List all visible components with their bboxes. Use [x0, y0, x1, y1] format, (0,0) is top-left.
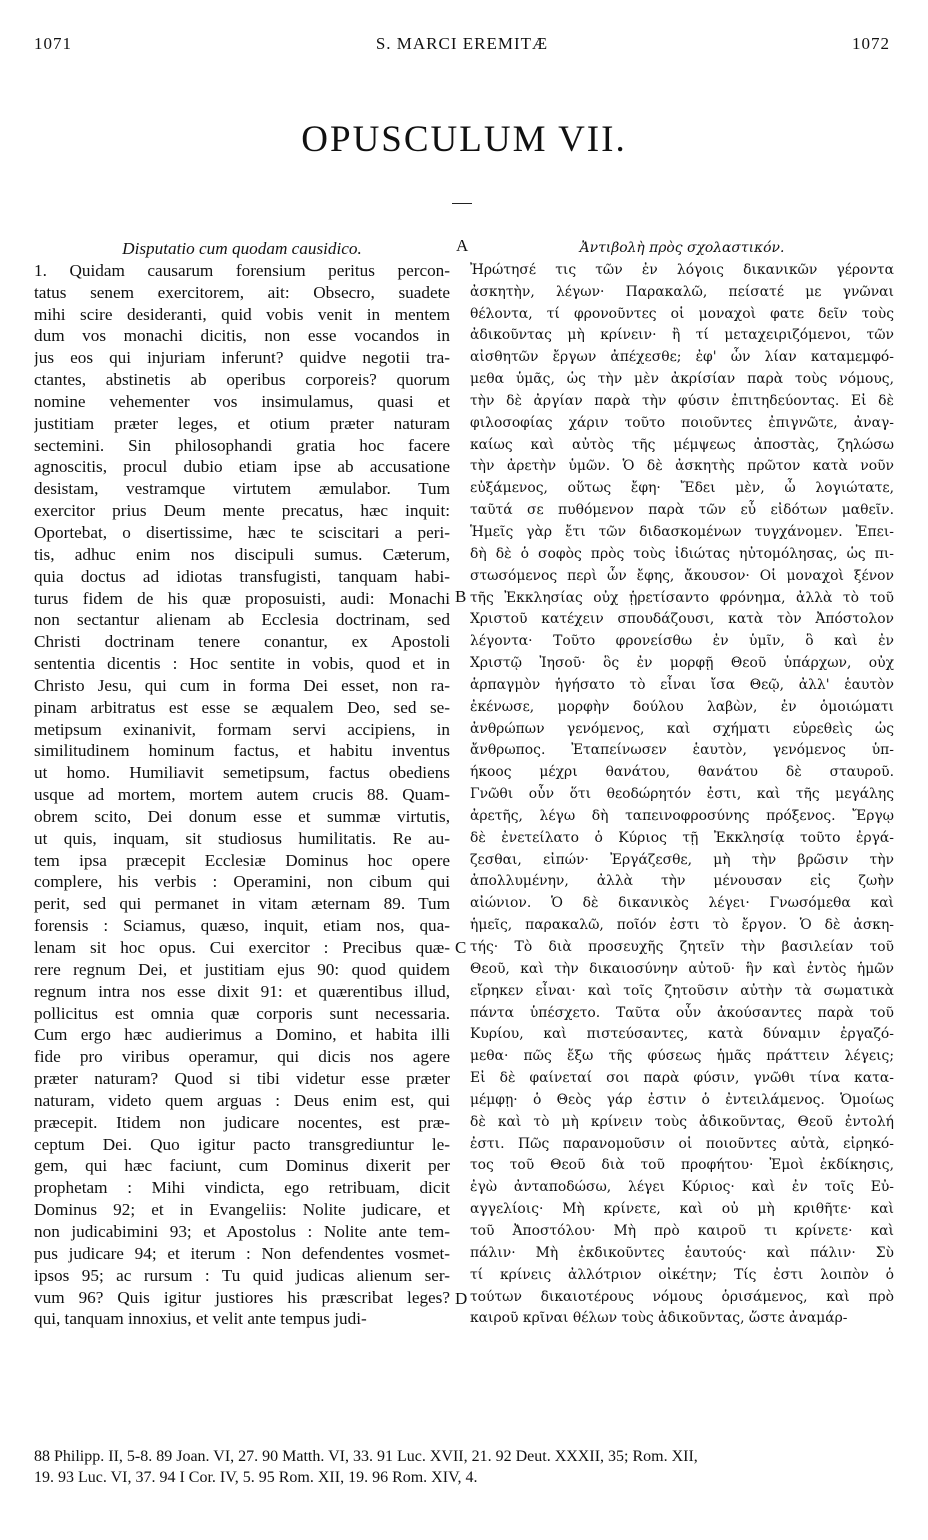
text-line: δὲ καὶ τὸ μὴ κρίνειν τοὺς ἀδικοῦντας, Θεοῦ ἐντολή [470, 1113, 894, 1130]
text-line: Oportebat, o disertissime, hæc te sciscitari a peri- [34, 522, 450, 542]
text-line: sententia dicentis : Hoc sentite in vobis, quod et in [34, 654, 450, 674]
running-header [34, 34, 890, 58]
text-line: αἰσθητῶν ἔργων ἀπέχεσθε; ἐφ' ὧν λίαν καταμεμφό- [470, 349, 894, 366]
text-line: ctantes, abstinetis ab operibus corporeis? quorum [34, 370, 450, 390]
left-page-number: 1071 [34, 34, 72, 53]
text-line: θέλοντα, τί φρονοῦντες οἱ μοναχοὶ φατε δεῖν τοὺς [470, 305, 894, 322]
section-heading: Ἀντιβολὴ πρὸς σχολαστικόν. [579, 240, 785, 256]
text-line: usque ad mortem, mortem autem crucis 88. Quam- [34, 785, 450, 805]
text-line: pus judicare 94; et iterum : Non defendentes vosmet- [34, 1243, 450, 1263]
text-line: justitiam præter leges, et otium præter naturam [34, 413, 450, 433]
text-line: lenam sit hoc opus. Cui exercitor : Precibus quæ- [34, 938, 450, 957]
text-line: εὐξάμενος, οὕτως ἔφη· Ἔδει μὲν, ὦ λογιώτατε, [470, 480, 894, 497]
text-line: metipsum exinanivit, formam servi accipiens, in [34, 719, 450, 739]
text-line: obrem scito, Dei donum esse et summæ virtutis, [34, 806, 450, 826]
text-line: εἴρηκεν εἶναι· καὶ τοῖς ζητοῦσιν αὐτὴν τὰ σωματικὰ [470, 982, 894, 999]
footnote-line: 88 Philipp. II, 5-8. 89 Joan. VI, 27. 90 Matth. VI, 33. 91 Luc. XVII, 21. 92 Deut. XXXII, 35; Rom. XII, [34, 1448, 698, 1465]
text-line: Χριστοῦ κατέχειν σπουδάζουσι, κατὰ τὸν Ἀπόστολον [470, 611, 894, 628]
text-line: forensis : Sciamus, quæso, inquit, etiam nos, qua- [34, 916, 450, 936]
text-line: Εἰ δὲ φαίνεταί σοι παρὰ φύσιν, γνῶθι τίνα κατα- [470, 1070, 894, 1087]
text-line: Christi doctrinam tenere conantur, ex Apostoli [34, 632, 450, 652]
text-line: perit, sed qui permanet in vitam æternam 89. Tum [34, 894, 450, 914]
text-line: dum vos monachi dicitis, non esse vocandos in [34, 326, 450, 346]
latin-column [34, 238, 450, 1330]
text-line: ἀνθρώπων γενόμενος, καὶ σχήματι εὑρεθεὶς ὡς [470, 720, 894, 737]
text-line: ipsos 95; ac rursum : Tu quid judicas alienum ser- [34, 1265, 450, 1285]
text-line: ἀσκητὴν, λέγων· Παρακαλῶ, πείσατέ με γνῶναι [470, 283, 894, 300]
right-page-number: 1072 [852, 34, 890, 53]
text-line: non sectantur alienam ab Ecclesia doctrinam, sed [34, 610, 450, 630]
section-marker-c: C [455, 938, 467, 957]
page-title: OPUSCULUM VII. [301, 119, 627, 160]
text-line: Θεοῦ, καὶ τὴν δικαιοσύνην αὐτοῦ· ἣν καὶ ἐντὸς ἡμῶν [470, 960, 894, 977]
text-line: Χριστῷ Ἰησοῦ· ὃς ἐν μορφῇ Θεοῦ ὑπάρχων, οὐχ [470, 655, 894, 672]
footnotes [34, 1446, 890, 1488]
text-line: μέμφῃ· ὁ Θεὸς γάρ ἐστιν ὁ ἐντειλάμενος. Ὁμοίως [470, 1091, 894, 1108]
text-line: sectemini. Sin philosophandi gratia hoc facere [34, 435, 450, 455]
text-line: τὴν ἀρετὴν ὑμῶν. Ὁ δὲ ἀσκητὴς πρῶτον κατὰ νοῦν [470, 458, 894, 475]
text-line: τής· Τὸ διὰ προσευχῆς ζητεῖν τὴν βασιλείαν τοῦ [470, 939, 894, 955]
text-line: Cum ergo hæc audierimus a Domino, et habita illi [34, 1025, 450, 1045]
text-line: qui, tanquam innoxius, et velit ante tempus judi- [34, 1309, 367, 1329]
text-line: 1. Quidam causarum forensium peritus percon- [34, 260, 450, 280]
text-line: ἡμεῖς, παρακαλῶ, ποῖόν ἐστι τὸ ἔργον. Ὁ δὲ ἀσκη- [470, 917, 894, 934]
text-line: nomine vehementer vos insimulamus, quasi et [34, 391, 450, 411]
text-line: δὲ ἐνετείλατο ὁ Κύριος τῇ Ἐκκλησίᾳ τοῦτο ἐργά- [470, 829, 894, 846]
text-line: Ἠρώτησέ τις τῶν ἐν λόγοις δικανικῶν γέροντα [470, 261, 894, 278]
text-line: rere regnum Dei, et justitiam ejus 90: quod quidem [34, 959, 450, 979]
text-line: πάλιν· Μὴ ἐκδικοῦντες ἑαυτούς· καὶ πάλιν· Σὺ [470, 1244, 894, 1261]
text-line: vum 96? Quis igitur justiores his præscribat leges? [34, 1287, 450, 1307]
text-line: τούτων δικαιοτέρους νόμους ὁρισάμενος, καὶ πρὸ [470, 1288, 894, 1305]
section-heading: Disputatio cum quodam causidico. [122, 239, 362, 258]
text-line: ἐκένωσε, μορφὴν δούλου λαβὼν, ἐν ὁμοιώματι [470, 698, 894, 715]
text-line: ἐστι. Πῶς παρανομοῦσιν οἱ ποιοῦντες αὐτὰ, εἰρηκό- [470, 1135, 894, 1152]
text-line: tis, adhuc enim nos discipuli sumus. Cæterum, [34, 544, 450, 564]
text-line: τί κρίνεις ἀλλότριον οἰκέτην; Τίς ἐστι λοιπὸν ὁ [470, 1266, 894, 1283]
text-line: regnum intra nos esse dixit 91: et quærentibus illud, [34, 981, 450, 1001]
text-line: λέγοντα· Τοῦτο φρονείσθω ἐν ὑμῖν, ὃ καὶ ἐν [470, 633, 894, 650]
text-line: tem ipsa præcepit Ecclesiæ Dominus hoc opere [34, 850, 450, 870]
text-line: Ἡμεῖς γὰρ ἔτι τῶν διδασκομένων τυγχάνομεν. Ἐπει- [470, 523, 894, 540]
text-line: desistam, vestramque virtutem æmulabor. Tum [34, 479, 450, 499]
text-line: φιλοσοφίας χάριν τοῦτο ποιοῦντες ἐπιγνῶτε, ἀναγ- [470, 414, 894, 431]
text-line: ήκοος μέχρι θανάτου, θανάτου δὲ σταυροῦ. [470, 764, 894, 781]
text-line: ceptum Dei. Quo igitur pacto transgrediuntur le- [34, 1134, 450, 1154]
text-line: naturam, videto quem arguas : Deus enim est, qui [34, 1090, 450, 1110]
text-line: ἁρπαγμὸν ἡγήσατο τὸ εἶναι ἴσα Θεῷ, ἀλλ' ἑαυτὸν [470, 676, 894, 693]
text-line: ταῦτά σε πυθόμενον παρὰ τῶν εὖ εἰδότων μαθεῖν. [470, 502, 894, 519]
text-line: Dominus 92; et in Evangeliis: Nolite judicare, et [34, 1200, 450, 1220]
text-line: Christo Jesu, qui cum in forma Dei esset, non ra- [34, 675, 450, 695]
text-line: καίως καὶ αὐτὸς τῆς μέμψεως ἀποστὰς, ζηλώσω [470, 436, 894, 453]
text-line: non judicabimini 93; et Apostolus : Nolite ante tem- [34, 1221, 450, 1241]
text-line: τος τοῦ Θεοῦ διὰ τοῦ προφήτου· Ἐμοὶ ἐκδίκησις, [470, 1157, 894, 1174]
section-marker-a: A [456, 236, 469, 255]
text-line: tatus senem exercitorem, ait: Obsecro, suadete [34, 282, 450, 302]
running-title: S. MARCI EREMITÆ [375, 34, 549, 53]
section-marker-b: B [455, 587, 467, 606]
text-line: στωσόμενος περὶ ὧν ἔφης, ἄκουσον· Οἱ μοναχοὶ ξένον [470, 567, 894, 584]
text-line: agnoscitis, procul dubio etiam ipse ab accusatione [34, 457, 450, 477]
section-marker-d: D [455, 1289, 468, 1308]
text-line: ut homo. Humiliavit semetipsum, factus obediens [34, 763, 450, 783]
text-line: complere, his verbis : Operamini, non cibum qui [34, 872, 450, 892]
text-line: exercitor prius Deum mente precatus, hæc inquit: [34, 501, 450, 521]
text-line: similitudinem hominum factus, et habitu inventus [34, 741, 450, 761]
text-line: Κυρίου, καὶ πιστεύσαντες, κατὰ δύναμιν ἐργαζό- [470, 1026, 894, 1043]
text-line: αγγελίοις· Μὴ κρίνετε, καὶ οὐ μὴ κριθῆτε· καὶ [470, 1201, 894, 1218]
text-line: ἄνθρωπος. Ἐταπείνωσεν ἑαυτὸν, γενόμενος ὑπ- [470, 742, 894, 759]
text-line: fide pro viribus operamur, qui dicis nos agere [34, 1047, 450, 1067]
text-line: ἐγὼ ἀνταποδώσω, λέγει Κύριος· καὶ ἐν τοῖς Εὐ- [470, 1179, 894, 1196]
text-line: πάντα ὑπέσχετο. Ταῦτα οὖν ἀκούσαντες παρὰ τοῦ [470, 1004, 894, 1021]
text-line: μεθα· πῶς ἔξω τῆς φύσεως ἡμᾶς πράττειν λέγεις; [470, 1048, 894, 1065]
text-line: δὴ δὲ ὁ σοφὸς πρὸς τοὺς ἰδιώτας ηὐτομόλησας, ὡς πι- [470, 545, 894, 562]
text-line: τῆς Ἐκκλησίας οὐχ ᾑρετίσαντο φρόνημα, ἀλλὰ τὸ τοῦ [470, 589, 894, 606]
footnote-line: 19. 93 Luc. VI, 37. 94 I Cor. IV, 5. 95 Rom. XII, 19. 96 Rom. XIV, 4. [34, 1469, 478, 1486]
text-line: pollicitus est omnia quæ corporis sunt necessaria. [34, 1003, 450, 1023]
text-line: pinam arbitratus est esse se æqualem Deo, sed se- [34, 697, 450, 717]
title-divider [452, 203, 472, 204]
text-line: quia doctus ad idiotas transfugisti, tanquam habi- [34, 566, 450, 586]
text-line: mihi scire desideranti, quid vobis venit in mentem [34, 304, 450, 324]
text-line: ἀρετῆς, λέγω δὴ ταπεινοφροσύνης πρόξενος. Ἔργῳ [470, 807, 894, 824]
text-line: καιροῦ κρῖναι θέλων τοὺς ἀδικοῦντας, ὥστε ἀναμάρ- [470, 1310, 848, 1327]
text-line: ζεσθαι, εἰπών· Ἐργάζεσθε, μὴ τὴν βρῶσιν τὴν [470, 851, 894, 868]
text-line: turus fidem de his quæ proposuisti, audi: Monachi [34, 588, 450, 608]
text-line: præter naturam? Quod si tibi videtur esse præter [34, 1069, 450, 1089]
text-line: αἰώνιον. Ὁ δὲ δικανικὸς λέγει· Γνωσόμεθα καὶ [470, 895, 894, 912]
greek-column [470, 238, 894, 1330]
text-line: ἀπολλυμένην, ἀλλὰ τὴν μένουσαν εἰς ζωὴν [470, 873, 894, 890]
text-line: τοῦ Ἀποστόλου· Μὴ πρὸ καιροῦ τι κρίνετε· καὶ [470, 1222, 894, 1239]
text-line: τὴν δὲ ἀργίαν παρὰ τὴν φύσιν ἐπιτηδεύοντας. Εἰ δὲ [470, 392, 894, 409]
text-line: ἀδικοῦντας μὴ κρίνειν· ἢ τί μεταχειριζόμενοι, τῶν [470, 327, 894, 344]
text-line: μεθα ὑμᾶς, ὡς τὴν μὲν ἀκρίσίαν παρὰ τοὺς νόμους, [470, 371, 894, 388]
text-line: Γνῶθι οὖν ὅτι θεοδώρητόν ἐστι, καὶ τῆς μεγάλης [470, 786, 894, 803]
text-line: præcepit. Itidem non judicare nocentes, est præ- [34, 1112, 450, 1132]
text-line: gem, qui hæc faciunt, cum Dominus dixerit per [34, 1156, 450, 1176]
text-line: jus eos qui injuriam inferunt? quidve negotii tra- [34, 348, 450, 368]
text-line: prophetam : Mihi vindicta, ego retribuam, dicit [34, 1178, 450, 1198]
text-line: ut quis, inquam, sit studiosus humilitatis. Re au- [34, 828, 450, 848]
